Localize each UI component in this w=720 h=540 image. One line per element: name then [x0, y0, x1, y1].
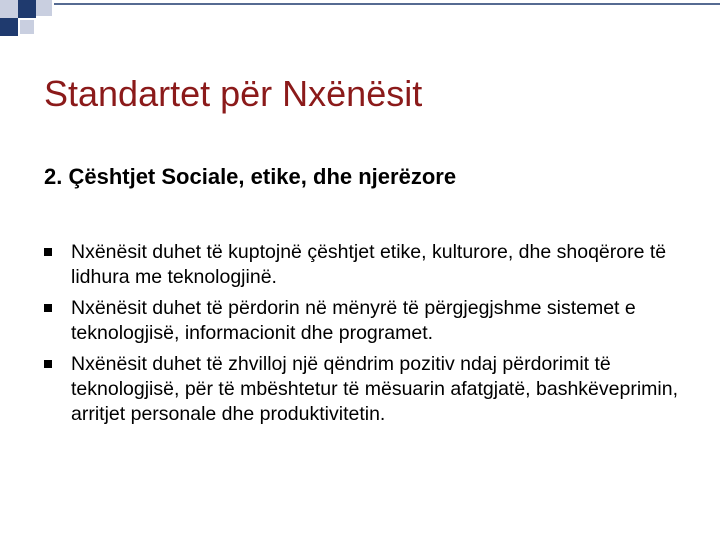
- deco-square-1: [0, 0, 18, 18]
- square-bullet-icon: [44, 360, 52, 368]
- deco-square-5: [20, 20, 34, 34]
- square-bullet-icon: [44, 248, 52, 256]
- bullet-text-3: Nxënësit duhet të zhvilloj një qëndrim pozitiv ndaj përdorimit të teknologjisë, për të mbështetur të mësuarin afatgjatë, bashkëveprimin, arritjet personale dhe produktivitetin.: [71, 353, 678, 425]
- corner-decoration: [0, 0, 720, 50]
- square-bullet-icon: [44, 304, 52, 312]
- deco-square-2: [18, 0, 36, 18]
- bullet-text-1: Nxënësit duhet të kuptojnë çështjet etike, kulturore, dhe shoqërore të lidhura me teknologjinë.: [71, 241, 667, 288]
- deco-square-4: [0, 18, 18, 36]
- bullet-text-2: Nxënësit duhet të përdorin në mënyrë të përgjegjshme sistemet e teknologjisë, informacionit dhe programet.: [71, 297, 636, 344]
- bullet-item-3: [44, 352, 684, 427]
- slide-title: Standartet për Nxënësit: [44, 73, 423, 114]
- bullet-list: [44, 240, 684, 433]
- deco-square-3: [36, 0, 52, 16]
- bullet-item-2: [44, 296, 684, 346]
- section-subheading: 2. Çështjet Sociale, etike, dhe njerëzore: [44, 164, 457, 189]
- bullet-item-1: [44, 240, 684, 290]
